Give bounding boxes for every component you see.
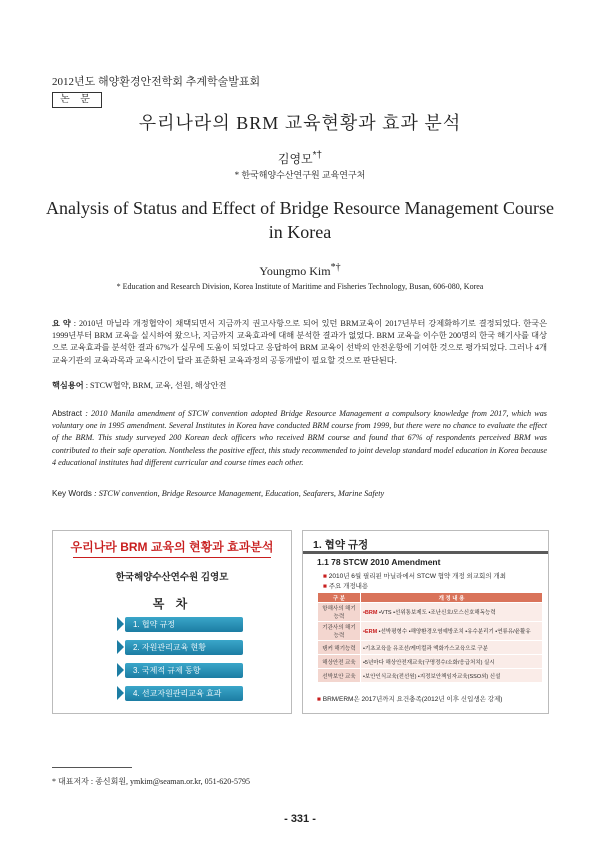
table-row	[318, 655, 543, 669]
title-english	[0, 196, 600, 244]
abstract-english	[52, 408, 547, 469]
author-korean	[0, 150, 600, 167]
table-cell-content	[361, 669, 543, 683]
slide2-bullet-2-text: 주요 개정내용	[328, 583, 369, 590]
slide2-note	[317, 694, 502, 703]
paper-type-tag: 논 문	[52, 92, 102, 108]
abstract-korean-label: 요 약	[52, 319, 71, 328]
abstract-english-text: : 2010 Manila amendment of STCW convention adopted Bridge Resource Management a compulsory knowledge from 2017, which was voluntary one in 1995 amendment. Several Institutes in Korea have conducted BRM course from 1999, but there were no chance to evaluate the effect of the BRM. This study surveyed 200 Korean deck officers who received BRM course and found that 67% of respondents perceived BRM was contributed to their safe operation. Nontheless the positive effect, this study recommended to joint develop standard model education in Korea because 4 educational institutes had different curricular and course times each other.	[52, 409, 547, 467]
conference-header: 2012년도 해양환경안전학회 추계학술발표회	[52, 76, 261, 88]
keywords-korean-label: 핵심용어	[52, 381, 84, 390]
table-header-row	[318, 593, 543, 603]
toc-item-4: 4. 선교자원관리교육 효과	[125, 686, 243, 701]
table-cell-content	[361, 622, 543, 641]
table-row	[318, 622, 543, 641]
content-text: •선박평형수 •해양환경오염예방조치 •유수분리기 •연류유/윤활유	[377, 629, 531, 635]
slide-convention	[302, 530, 549, 714]
keywords-english-label: Key Words	[52, 489, 92, 498]
toc-item-1: 1. 협약 규정	[125, 617, 243, 632]
abstract-english-label: Abstract	[52, 409, 83, 418]
slide2-subtitle: 1.1 78 STCW 2010 Amendment	[317, 557, 441, 567]
highlight-text: •ERM	[363, 629, 378, 635]
keywords-english	[52, 488, 547, 500]
table-cell-category: 항해사의 해기능력	[318, 603, 361, 622]
footnote-divider	[52, 767, 132, 768]
affiliation-korean: * 한국해양수산연구원 교육연구처	[234, 170, 366, 180]
table-header-content: 개 정 내 용	[361, 593, 543, 603]
table-cell-content	[361, 641, 543, 655]
table-cell-category: 탱커 해기능력	[318, 641, 361, 655]
title-english-line2: in Korea	[268, 222, 332, 242]
slide2-bullet-2	[323, 581, 368, 590]
toc-arrow-icon	[117, 686, 124, 700]
title-english-line1: Analysis of Status and Effect of Bridge Resource Management Course	[45, 198, 555, 218]
toc-item-2: 2. 자원관리교육 현황	[125, 640, 243, 655]
slide2-bullet-1-text: 2010년 6월 필리핀 마닐라에서 STCW 협약 개정 외교회의 개최	[328, 573, 506, 580]
table-row	[318, 641, 543, 655]
abstract-korean-text: : 2010년 마닐라 개정협약이 채택되면서 지금까지 권고사항으로 되어 있던 BRM교육이 2017년부터 강제화하기로 결정되었다. 한국은 1999년부터 BRM 교육을 실시하여 왔으나, 지금까지 교육효과에 대해 분석한 결과가 없었다. BRM 교육을 이수한 200명의 한국 해기사를 대상으로 교육효과를 분석한 결과 67%가 실무에 도움이 되었다고 응답하여 BRM 교육이 선박의 안전운항에 기여한 것으로 평가되었다. 그러나 4개 교육기관의 교육과목과 교육시간이 달라 표준화된 교육과정의 공동개발이 필요할 것으로 판단된다.	[52, 319, 547, 365]
slide2-note-text: BRM/ERM은 2017년까지 요건충족(2012년 이후 신입생은 강제)	[322, 696, 503, 703]
table-cell-category: 선박보안 교육	[318, 669, 361, 683]
keywords-korean	[52, 380, 547, 392]
toc-arrow-icon	[117, 640, 124, 654]
square-bullet-icon: ■	[317, 696, 323, 703]
content-text: •5년마다 해상안전재교육(구명정수/소화/응급처치) 실시	[363, 659, 495, 666]
square-bullet-icon: ■	[323, 573, 329, 580]
slide1-divider	[73, 557, 271, 558]
author-korean-name: 김영모	[277, 152, 313, 166]
toc-item-3: 3. 국제적 규제 동향	[125, 663, 243, 678]
toc-arrow-icon	[117, 617, 124, 631]
toc-arrow-icon	[117, 663, 124, 677]
highlight-text: •BRM	[363, 610, 378, 616]
table-row	[318, 669, 543, 683]
slide2-bullet-1	[323, 571, 506, 580]
table-cell-content	[361, 603, 543, 622]
affiliation-english: * Education and Research Division, Korea Institute of Maritime and Fisheries Technology, Busan, 606-080, Korea	[116, 282, 484, 291]
slide1-organization: 한국해양수산연수원 김영모	[115, 572, 229, 583]
slide1-title: 우리나라 BRM 교육의 현황과 효과분석	[70, 540, 274, 554]
footnote: * 대표저자 : 종신회원, ymkim@seaman.or.kr, 051-620-5795	[52, 777, 250, 786]
table-row	[318, 603, 543, 622]
slide2-title: 1. 협약 규정	[313, 539, 369, 551]
table-cell-category: 기관사의 해기능력	[318, 622, 361, 641]
table-header-category: 구 분	[318, 593, 361, 603]
amendment-table	[317, 592, 543, 683]
slide1-toc-heading: 목 차	[152, 597, 192, 611]
keywords-english-text: : STCW convention, Bridge Resource Management, Education, Seafarers, Marine Safety	[93, 489, 385, 498]
abstract-korean	[52, 318, 547, 367]
square-bullet-icon: ■	[323, 583, 329, 590]
content-text: •VTS •선위통보제도 •조난신호/모스신호해독능력	[377, 610, 496, 616]
table-cell-content	[361, 655, 543, 669]
table-cell-category: 해상안전 교육	[318, 655, 361, 669]
author-korean-mark: *†	[312, 150, 323, 161]
slide-title-toc	[52, 530, 292, 714]
author-english-name: Youngmo Kim	[259, 264, 331, 278]
keywords-korean-text: : STCW협약, BRM, 교육, 선원, 해상안전	[85, 381, 227, 390]
content-text: •보안인식교육(전선원) •지정보안책임자교육(SSO외) 신설	[363, 673, 501, 680]
page-number: - 331 -	[284, 813, 316, 825]
slide2-title-bar	[303, 551, 548, 554]
content-text: •기초교육을 유조선/케미컬과 액화가스교육으로 구분	[363, 645, 488, 652]
title-korean: 우리나라의 BRM 교육현황과 효과 분석	[138, 113, 462, 133]
author-english	[0, 262, 600, 279]
author-english-mark: *†	[330, 262, 341, 273]
